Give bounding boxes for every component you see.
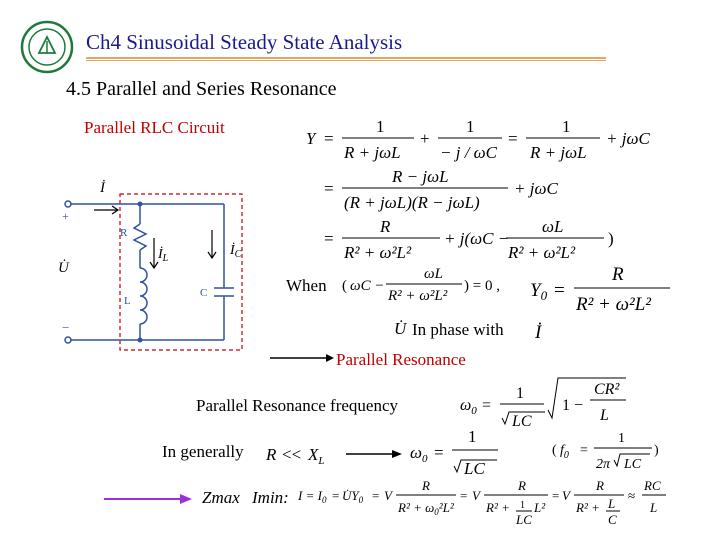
svg-text:İ: İ [535,322,542,343]
svg-text:R: R [380,217,391,236]
svg-text:XL: $X_L$ [308,445,325,467]
svg-text:1: 1 [618,431,625,446]
svg-text:LC: LC [516,512,532,527]
svg-text:(: ( [342,278,347,294]
svg-text:1: 1 [520,500,525,511]
svg-text:R: R [266,445,277,464]
svg-text:R² + ω²L²: R² + ω²L² [576,294,651,315]
circuit-diagram [54,172,264,352]
condition-r-much-less-xl [262,440,340,468]
svg-text:− j / ωC: − j / ωC [440,143,498,162]
svg-text:(: ( [552,443,557,458]
svg-text:) = 0 ,: ) = 0 , [464,278,500,294]
svg-text:İC: $İ_C$ [230,243,242,260]
resonance-frequency-label: Parallel Resonance frequency [196,396,399,415]
svg-text:=: = [460,488,468,503]
svg-text:U̇: U̇ [58,260,69,276]
svg-text:R² +: R² + [486,500,510,515]
svg-text:İ: İ [100,180,105,196]
university-logo [20,20,74,74]
imin-label: Imin: [252,488,289,507]
svg-text:): ) [608,229,614,248]
svg-text:≈: ≈ [628,488,636,503]
in-phase-label: In phase with [412,320,504,339]
svg-text:L²: L² [534,500,546,515]
svg-text:+ jωC: + jωC [514,179,558,198]
arrow-zmax [104,492,192,506]
minus-sign: − [62,320,70,335]
svg-text:R: R [612,264,624,285]
svg-text:U̇: U̇ [394,319,407,338]
svg-text:=: = [332,488,340,503]
svg-text:CR²: CR² [594,381,620,398]
svg-text:=: = [372,488,380,503]
svg-text:R² + ω²L²: R² + ω²L² [508,243,576,262]
svg-text:f0: $f_0$ [560,443,569,461]
terminal-bottom [65,337,71,343]
svg-text:I = I0: $I = I_0$ [298,488,327,505]
svg-text:R: R [596,478,604,493]
svg-text:L: L [600,407,609,424]
when-label: When [286,276,327,295]
svg-text:R + jωL: R + jωL [530,143,587,162]
svg-text:R² + ω0²L²: $R^2 + \omega_0^2L^2$ [398,500,454,517]
svg-text:=: = [554,280,565,301]
svg-text:R: R [422,478,430,493]
svg-text:U̇Y0: $U̇Y_0$ [342,488,364,505]
voltage-phasor-icon [392,316,408,340]
svg-text:ωL: ωL [424,266,443,282]
svg-text:(R + jωL)(R − jωL): (R + jωL)(R − jωL) [344,193,480,212]
svg-text:R² +: R² + [576,500,600,515]
current-phasor-icon [532,316,548,344]
svg-text:1 −: 1 − [562,397,584,414]
svg-text:R: R [518,478,526,493]
svg-text:R² + ω²L²: R² + ω²L² [388,288,448,304]
section-title: 4.5 Parallel and Series Resonance [66,78,337,100]
svg-text:2π: 2π [596,457,611,472]
arrow-general-case [346,448,402,460]
svg-text:=: = [324,179,334,198]
svg-text:LC: LC [512,413,532,430]
arrow-parallel-resonance [270,352,334,364]
svg-text:+: + [420,129,430,148]
svg-text:V: V [472,488,480,503]
svg-text:R − jωL: R − jωL [392,167,449,186]
svg-text:Y0: $Y_0$ [530,280,548,303]
parallel-resonance-label: Parallel Resonance [336,350,466,369]
svg-text:+ j(ωC −: + j(ωC − [444,229,510,248]
svg-text:ω0: $\omega_0$ [460,397,477,417]
admittance-equations [302,116,674,274]
svg-text:C: C [608,512,617,527]
svg-text:Y: Y [306,129,316,148]
svg-text:=: = [482,397,492,414]
svg-text:<<: << [282,445,302,464]
resistor-label: R [120,227,128,239]
svg-text:L: L [608,496,616,511]
in-generally-label: In generally [162,442,244,461]
svg-text:ωL: ωL [542,217,564,236]
header-rule [86,56,606,62]
zmax-label: Zmax [202,488,240,507]
minimum-current-formula [296,472,674,536]
svg-text:+ jωC: + jωC [606,129,650,148]
svg-text:R + jωL: R + jωL [344,143,401,162]
circuit-title: Parallel RLC Circuit [84,118,225,137]
svg-text:1: 1 [468,427,477,446]
svg-text:1: 1 [376,117,385,136]
svg-text:RC: RC [644,478,661,493]
svg-text:=: = [324,229,334,248]
svg-text:1: 1 [562,117,571,136]
svg-text:): ) [654,443,659,458]
svg-text:V: V [384,488,392,503]
svg-text:=: = [508,129,518,148]
svg-text:LC: LC [464,459,485,478]
resonance-condition [340,262,680,316]
svg-text:İL: $İ_L$ [158,247,169,264]
capacitor-label: C [200,287,208,299]
svg-text:=: = [324,129,334,148]
terminal-top [65,201,71,207]
svg-text:1: 1 [466,117,475,136]
svg-text:LC: LC [624,457,642,472]
svg-text:ω0: $\omega_0$ [410,443,428,465]
plus-sign: + [62,209,69,223]
inductor-label: L [124,295,131,307]
svg-text:V: V [562,488,570,503]
svg-text:ωC −: ωC − [350,278,385,294]
svg-text:L: L [650,500,658,515]
svg-text:=: = [552,488,560,503]
svg-text:R² + ω²L²: R² + ω²L² [344,243,412,262]
svg-text:=: = [580,443,588,458]
svg-text:1: 1 [516,385,524,402]
svg-text:=: = [434,443,444,462]
header-title: Ch4 Sinusoidal Steady State Analysis [86,30,403,54]
